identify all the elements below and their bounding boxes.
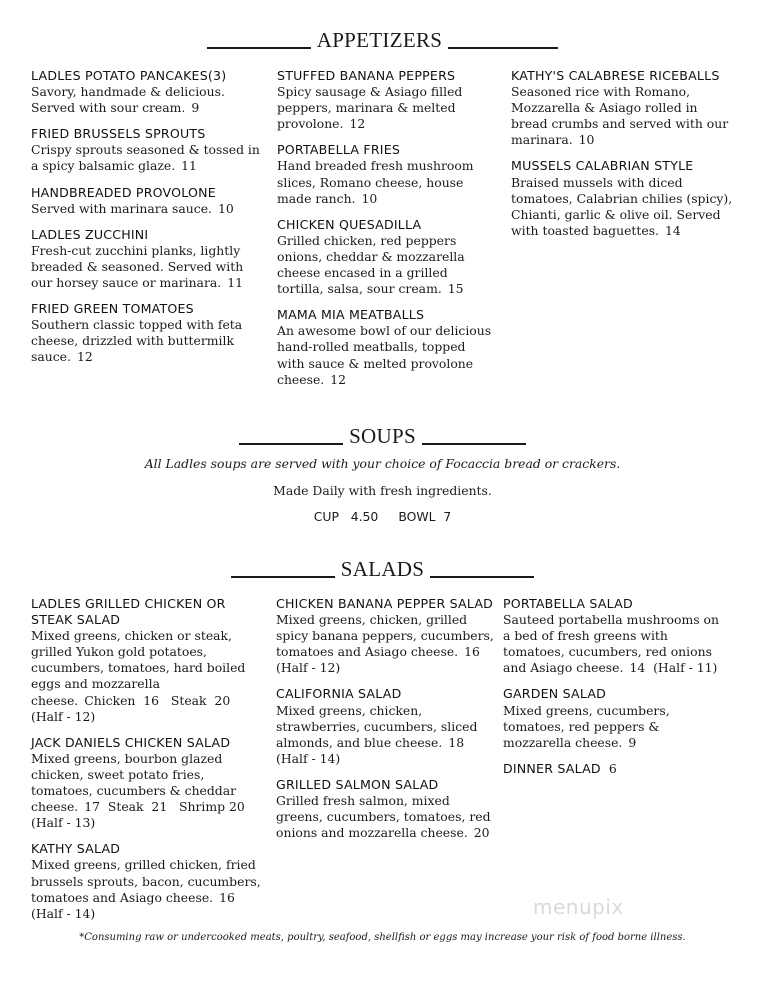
menu-item [276,596,496,676]
appetizers-column-3 [511,68,736,249]
soups-note: All Ladles soups are served with your choice of Focaccia bread or crackers. [144,456,621,471]
menu-item-description: Crispy sprouts seasoned & tossed in a spicy balsamic glaze. [31,142,260,174]
menu-item-description: Mixed greens, grilled chicken, fried brussels sprouts, bacon, cucumbers, tomatoes and Asiago cheese. [31,857,261,905]
salads-column-2 [276,596,496,851]
menu-item-price: 17 Steak 21 Shrimp 20 (Half - 13) [31,799,253,831]
appetizers-column-2 [277,68,492,398]
menu-item-body [277,323,492,387]
menu-item-body [31,751,266,831]
menu-item-description: Fresh-cut zucchini planks, lightly breaded & seasoned. Served with our horsey sauce or marinara. [31,242,244,291]
menu-item-name: MAMA MIA MEATBALLS [277,307,425,323]
menu-item [277,307,492,387]
menu-item-price: 6 [608,760,617,776]
menu-item-body [277,233,492,297]
menu-item [31,735,266,832]
menu-item [511,158,736,238]
menu-item-name: DINNER SALAD [503,760,601,776]
menu-item-name: MUSSELS CALABRIAN STYLE [511,158,694,174]
menu-item-description: Mixed greens, chicken, grilled spicy banana peppers, cucumbers, tomatoes and Asiago cheese. [276,612,494,660]
heading-rule-left [239,443,343,445]
appetizers-column-1 [31,68,263,376]
menu-item-price: 10 [361,190,378,206]
menu-item [276,777,496,841]
menu-item [277,68,492,132]
menu-item [277,142,492,206]
menu-item-body [276,703,496,767]
menu-item-name: KATHY'S CALABRESE RICEBALLS [511,68,720,83]
heading-rule-right [448,47,558,49]
menupix-watermark: menupix [533,895,624,919]
salads-title: SALADS [340,557,425,581]
menu-item [276,686,496,766]
heading-rule-left [207,47,311,49]
menu-item-price: Chicken 16 Steak 20 (Half - 12) [31,692,239,724]
soups-made-daily: Made Daily with fresh ingredients. [273,483,492,498]
menu-item [31,68,263,116]
menu-item [31,126,263,174]
menu-item-price: 10 [218,200,234,216]
menu-item [31,841,266,921]
menu-item [31,185,263,217]
menu-item-name: CALIFORNIA SALAD [276,686,402,702]
menu-item [277,217,492,297]
menu-item-description: Spicy sausage & Asiago filled peppers, marinara & melted provolone. [277,84,463,132]
heading-rule-left [231,576,335,578]
menu-item-body [31,84,263,116]
menu-item-description: Mixed greens, bourbon glazed chicken, sweet potato fries, tomatoes, cucumbers & cheddar cheese. [31,750,237,815]
menu-item-name: FRIED BRUSSELS SPROUTS [31,126,206,142]
menu-item-price: 9 [191,100,200,116]
menu-item-body [276,793,496,841]
cup-price: CUP 4.50 [313,509,379,524]
menu-item-price: 20 [473,825,490,841]
menu-item-description: Mixed greens, cucumbers, tomatoes, red peppers & mozzarella cheese. [503,702,670,750]
menu-item-description: Mixed greens, chicken, strawberries, cucumbers, sliced almonds, and blue cheese. [276,702,478,750]
menu-item-description: Grilled chicken, red peppers onions, cheddar & mozzarella cheese encased in a grilled tortilla, salsa, sour cream. [277,232,465,297]
menu-item-body [503,703,728,751]
menu-item-description: An awesome bowl of our delicious hand-rolled meatballs, topped with sauce & melted provolone cheese. [277,323,492,387]
menu-item-name: CHICKEN QUESADILLA [277,216,422,232]
menu-item-body [511,175,736,239]
menu-item-description: Hand breaded fresh mushroom slices, Romano cheese, house made ranch. [277,158,474,206]
menu-item [503,686,728,750]
menu-item-name: PORTABELLA SALAD [503,596,633,611]
soups-title: SOUPS [349,424,416,448]
menu-item-description: Sauteed portabella mushrooms on a bed of fresh greens with tomatoes, cucumbers, red onions and Asiago cheese. [503,612,719,676]
menu-item-description: Mixed greens, chicken or steak, grilled Yukon gold potatoes, cucumbers, tomatoes, hard boiled eggs and mozzarella cheese. [31,628,246,708]
bowl-price: BOWL 7 [398,509,452,524]
soups-prices [0,509,765,524]
menu-item [31,596,266,725]
menu-item-name: GARDEN SALAD [503,686,607,702]
menu-item-body [277,84,492,132]
menu-item-body [31,628,266,725]
appetizers-heading [0,28,765,53]
menu-item-price: 15 [447,281,464,297]
menu-item-name: CHICKEN BANANA PEPPER SALAD [276,596,494,611]
menu-item-price: 9 [628,734,637,750]
menu-item-name: PORTABELLA FRIES [277,142,401,158]
menu-item-price: 12 [330,371,346,387]
menu-item-body [31,243,263,291]
menu-item-body [31,201,263,217]
menu-item-name: STUFFED BANANA PEPPERS [277,68,456,83]
menu-item-name: FRIED GREEN TOMATOES [31,301,194,317]
menu-item [503,761,728,777]
menu-item-price: 12 [76,349,93,365]
menu-item-price: 10 [578,132,595,148]
menu-item-body [277,158,492,206]
heading-rule-right [430,576,534,578]
menu-item-name: LADLES GRILLED CHICKEN OR STEAK SALAD [31,596,226,628]
menu-item [503,596,728,676]
menu-item-body [276,612,496,676]
menu-item-price: 14 [665,222,681,238]
menu-item-price: 16 (Half - 14) [31,889,243,921]
menu-item-body [31,317,263,365]
menu-item-description: Served with marinara sauce. [31,200,212,216]
menu-item-description: Southern classic topped with feta cheese, drizzled with buttermilk sauce. [31,317,243,365]
menu-item-description: Seasoned rice with Romano, Mozzarella & Asiago rolled in bread crumbs and served with our marinara. [511,84,729,148]
menu-item-body [31,857,266,921]
menu-item-description: Grilled fresh salmon, mixed greens, cucumbers, tomatoes, red onions and mozzarella cheese. [276,793,491,841]
menu-item-name: KATHY SALAD [31,841,121,857]
menu-item-price: 11 [227,275,243,291]
menu-item-name: LADLES POTATO PANCAKES(3) [31,68,227,83]
menu-item-body [503,612,728,676]
footnote: *Consuming raw or undercooked meats, poultry, seafood, shellfish or eggs may increase your risk of food borne illness. [79,932,686,943]
soups-heading [0,424,765,449]
menu-item-name: GRILLED SALMON SALAD [276,776,439,792]
menu-item-body [511,84,736,148]
salads-column-3 [503,596,728,787]
menu-item [31,301,263,365]
menu-item-name: HANDBREADED PROVOLONE [31,184,216,200]
menu-item-name: JACK DANIELS CHICKEN SALAD [31,734,231,750]
salads-heading [0,557,765,582]
menu-item-price: 18 (Half - 14) [276,734,472,766]
menu-item [31,227,263,291]
appetizers-title: APPETIZERS [316,28,443,52]
menu-item-price: 11 [181,158,197,174]
heading-rule-right [422,443,526,445]
menu-item-price: 12 [349,116,366,132]
menu-item-description: Savory, handmade & delicious. Served with sour cream. [31,84,225,116]
menu-item-name: LADLES ZUCCHINI [31,226,149,242]
menu-item-price: 16 (Half - 12) [276,644,488,676]
menu-item-price: 14 (Half - 11) [629,660,718,676]
menu-item-description: Braised mussels with diced tomatoes, Calabrian chilies (spicy), Chianti, garlic & olive oil. Served with toasted baguettes. [511,174,733,238]
salads-column-1 [31,596,266,932]
menu-item [511,68,736,148]
menu-item-body [31,142,263,174]
